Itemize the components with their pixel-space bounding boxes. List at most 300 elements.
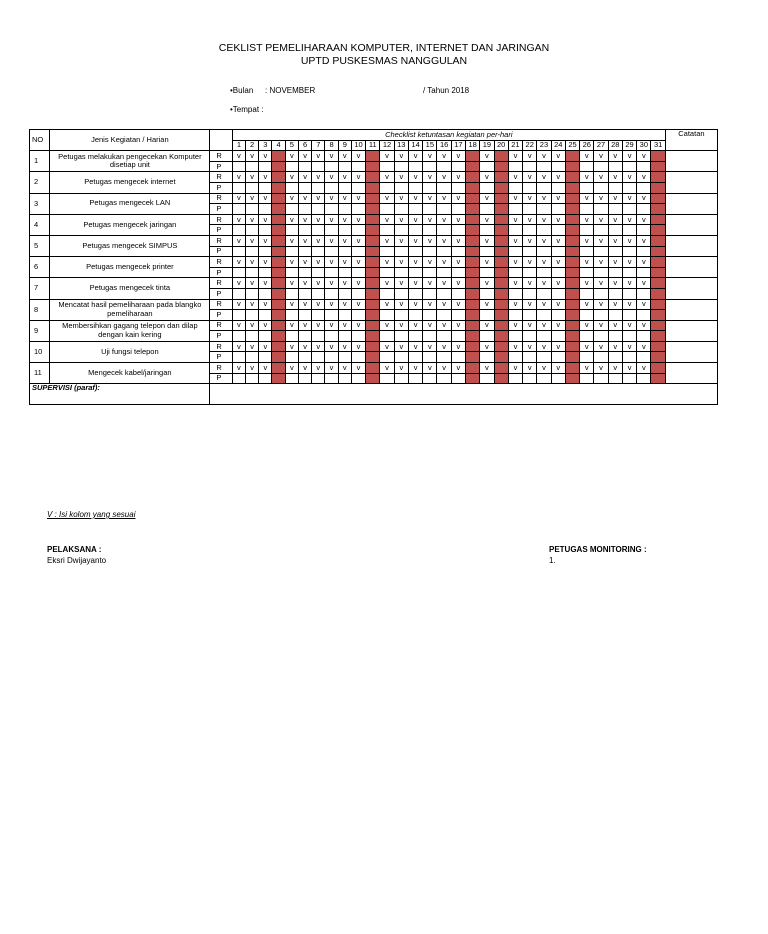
day-cell: v [423, 341, 437, 352]
day-cell: v [351, 278, 365, 289]
day-cell: v [325, 278, 338, 289]
day-cell: v [537, 341, 551, 352]
day-cell: v [325, 151, 338, 162]
day-cell [338, 288, 351, 299]
row-note [665, 151, 717, 172]
day-cell [325, 246, 338, 257]
day-cell [437, 246, 451, 257]
row-r-label: R [210, 299, 232, 310]
day-cell: v [298, 299, 311, 310]
day-cell [466, 172, 480, 183]
day-cell: v [580, 151, 594, 162]
day-cell [408, 246, 422, 257]
day-cell [366, 320, 380, 331]
day-cell [537, 267, 551, 278]
day-cell: v [580, 214, 594, 225]
day-cell [466, 204, 480, 215]
row-p-label: P [210, 225, 232, 236]
day-cell [451, 310, 465, 321]
day-cell [594, 331, 608, 342]
day-cell: v [537, 320, 551, 331]
day-cell [351, 225, 365, 236]
day-cell [551, 331, 565, 342]
day-cell [351, 204, 365, 215]
day-cell [537, 352, 551, 363]
day-cell [494, 204, 508, 215]
day-cell [451, 288, 465, 299]
day-cell [466, 331, 480, 342]
day-cell: v [594, 193, 608, 204]
day-cell [565, 193, 579, 204]
day-cell: v [594, 257, 608, 268]
day-cell [272, 373, 285, 384]
day-cell: v [551, 341, 565, 352]
day-cell: v [508, 320, 522, 331]
day-cell [637, 267, 651, 278]
day-cell [408, 267, 422, 278]
row-task: Uji fungsi telepon [50, 341, 210, 362]
day-cell [523, 331, 537, 342]
day-cell: v [298, 193, 311, 204]
day-cell: v [580, 363, 594, 374]
day-cell: v [508, 341, 522, 352]
day-cell: v [537, 363, 551, 374]
table-row [30, 172, 718, 183]
day-cell: v [437, 151, 451, 162]
day-cell: v [232, 299, 245, 310]
day-cell [651, 161, 665, 172]
day-cell: v [637, 193, 651, 204]
day-cell [494, 193, 508, 204]
day-cell [565, 363, 579, 374]
day-cell [580, 310, 594, 321]
day-cell [272, 267, 285, 278]
day-cell [537, 182, 551, 193]
day-cell: v [537, 299, 551, 310]
day-cell: v [351, 193, 365, 204]
day-cell: v [298, 172, 311, 183]
day-cell: v [246, 278, 259, 289]
day-cell: v [259, 341, 272, 352]
day-cell: v [338, 299, 351, 310]
day-cell [325, 310, 338, 321]
day-cell: v [480, 278, 494, 289]
day-cell: v [537, 235, 551, 246]
header-note: Catatan [665, 130, 717, 151]
day-cell [594, 225, 608, 236]
day-cell [325, 267, 338, 278]
day-cell: v [451, 363, 465, 374]
day-cell: v [594, 299, 608, 310]
day-header-4: 4 [272, 140, 285, 151]
day-cell [508, 331, 522, 342]
day-cell: v [259, 151, 272, 162]
row-p-label: P [210, 331, 232, 342]
day-cell [338, 352, 351, 363]
day-cell [338, 331, 351, 342]
day-cell: v [551, 151, 565, 162]
day-cell: v [232, 214, 245, 225]
day-cell [366, 172, 380, 183]
day-header-28: 28 [608, 140, 622, 151]
day-cell [466, 299, 480, 310]
day-header-30: 30 [637, 140, 651, 151]
day-cell: v [325, 341, 338, 352]
day-cell: v [285, 299, 298, 310]
row-task: Membersihkan gagang telepon dan dilap dengan kain kering [50, 320, 210, 341]
day-cell: v [259, 193, 272, 204]
day-cell [608, 373, 622, 384]
day-cell: v [259, 363, 272, 374]
day-cell [246, 204, 259, 215]
day-cell: v [437, 172, 451, 183]
day-cell [508, 267, 522, 278]
day-cell: v [580, 320, 594, 331]
day-cell: v [537, 278, 551, 289]
day-cell [551, 310, 565, 321]
day-cell [622, 310, 636, 321]
day-cell [637, 161, 651, 172]
day-header-26: 26 [580, 140, 594, 151]
day-cell [466, 341, 480, 352]
day-cell: v [480, 151, 494, 162]
day-cell [423, 161, 437, 172]
day-cell [272, 278, 285, 289]
day-cell: v [285, 172, 298, 183]
day-cell [622, 373, 636, 384]
day-cell [480, 246, 494, 257]
bulan-label: •Bulan [230, 86, 254, 95]
table-row [30, 363, 718, 374]
day-cell: v [622, 193, 636, 204]
day-cell [622, 225, 636, 236]
day-cell [480, 161, 494, 172]
day-header-9: 9 [338, 140, 351, 151]
day-cell [259, 310, 272, 321]
day-cell [259, 288, 272, 299]
day-cell: v [246, 363, 259, 374]
day-cell [232, 267, 245, 278]
day-cell [312, 352, 325, 363]
day-cell [565, 352, 579, 363]
day-cell [565, 331, 579, 342]
day-cell [232, 288, 245, 299]
day-cell [298, 310, 311, 321]
day-cell: v [594, 278, 608, 289]
day-header-18: 18 [466, 140, 480, 151]
day-cell: v [551, 299, 565, 310]
day-cell: v [637, 214, 651, 225]
day-cell [366, 257, 380, 268]
day-cell: v [259, 214, 272, 225]
day-cell: v [246, 214, 259, 225]
day-cell [523, 310, 537, 321]
day-cell [394, 331, 408, 342]
day-cell [246, 182, 259, 193]
day-cell [466, 161, 480, 172]
day-cell: v [637, 320, 651, 331]
day-cell [325, 161, 338, 172]
day-cell [508, 288, 522, 299]
day-cell: v [246, 320, 259, 331]
day-cell [565, 341, 579, 352]
day-cell [651, 341, 665, 352]
day-cell: v [298, 257, 311, 268]
day-cell: v [608, 363, 622, 374]
day-cell: v [338, 235, 351, 246]
day-cell: v [508, 363, 522, 374]
day-cell [394, 310, 408, 321]
day-cell: v [232, 172, 245, 183]
row-p-label: P [210, 246, 232, 257]
day-header-22: 22 [523, 140, 537, 151]
day-cell: v [423, 257, 437, 268]
day-cell [246, 225, 259, 236]
day-cell [423, 182, 437, 193]
row-task: Petugas mengecek printer [50, 257, 210, 278]
day-cell [480, 352, 494, 363]
day-cell [437, 288, 451, 299]
day-cell [246, 246, 259, 257]
day-cell [565, 320, 579, 331]
day-cell [494, 352, 508, 363]
day-cell: v [537, 257, 551, 268]
day-cell [594, 373, 608, 384]
day-cell: v [394, 257, 408, 268]
day-cell: v [508, 257, 522, 268]
day-cell [272, 204, 285, 215]
day-cell: v [285, 151, 298, 162]
day-cell [298, 267, 311, 278]
day-header-25: 25 [565, 140, 579, 151]
day-cell [466, 373, 480, 384]
day-cell [622, 267, 636, 278]
row-note [665, 235, 717, 256]
row-no: 8 [30, 299, 50, 320]
day-cell [551, 267, 565, 278]
day-header-19: 19 [480, 140, 494, 151]
day-cell [608, 204, 622, 215]
day-cell [565, 310, 579, 321]
day-cell [272, 341, 285, 352]
table-row [30, 341, 718, 352]
day-header-1: 1 [232, 140, 245, 151]
day-cell: v [537, 193, 551, 204]
day-cell: v [338, 151, 351, 162]
day-cell: v [622, 278, 636, 289]
header-no: NO [30, 130, 50, 151]
day-cell: v [551, 320, 565, 331]
day-cell [608, 352, 622, 363]
day-cell [437, 373, 451, 384]
day-cell [366, 331, 380, 342]
day-cell: v [351, 151, 365, 162]
day-cell [594, 352, 608, 363]
day-header-10: 10 [351, 140, 365, 151]
table-row [30, 257, 718, 268]
day-cell: v [508, 172, 522, 183]
day-cell: v [594, 363, 608, 374]
day-cell: v [298, 278, 311, 289]
row-note [665, 193, 717, 214]
day-cell [565, 278, 579, 289]
day-cell: v [338, 214, 351, 225]
day-cell [351, 161, 365, 172]
day-cell: v [423, 363, 437, 374]
day-cell: v [608, 193, 622, 204]
day-cell [537, 310, 551, 321]
day-header-27: 27 [594, 140, 608, 151]
day-cell [338, 182, 351, 193]
day-cell [451, 267, 465, 278]
day-cell: v [259, 299, 272, 310]
day-cell [272, 320, 285, 331]
day-cell [508, 373, 522, 384]
day-header-3: 3 [259, 140, 272, 151]
day-cell [338, 267, 351, 278]
day-cell: v [259, 172, 272, 183]
day-cell [272, 151, 285, 162]
day-cell [537, 161, 551, 172]
day-cell [637, 310, 651, 321]
day-cell [423, 373, 437, 384]
day-cell [508, 182, 522, 193]
day-cell [551, 161, 565, 172]
day-cell [259, 352, 272, 363]
table-row [30, 235, 718, 246]
day-cell: v [285, 278, 298, 289]
day-cell [508, 204, 522, 215]
day-cell: v [338, 363, 351, 374]
row-r-label: R [210, 235, 232, 246]
day-cell [285, 288, 298, 299]
day-cell: v [551, 235, 565, 246]
day-cell [565, 182, 579, 193]
day-cell: v [523, 320, 537, 331]
day-cell [423, 310, 437, 321]
day-cell: v [394, 278, 408, 289]
day-cell [272, 299, 285, 310]
day-cell [408, 288, 422, 299]
day-cell: v [408, 278, 422, 289]
day-cell [351, 288, 365, 299]
day-cell: v [451, 172, 465, 183]
day-cell [312, 246, 325, 257]
row-p-label: P [210, 310, 232, 321]
day-cell [523, 246, 537, 257]
day-cell: v [312, 214, 325, 225]
day-cell: v [325, 257, 338, 268]
day-cell [466, 363, 480, 374]
day-cell: v [594, 151, 608, 162]
day-cell: v [423, 278, 437, 289]
row-task: Petugas mengecek SIMPUS [50, 235, 210, 256]
row-task: Petugas mengecek jaringan [50, 214, 210, 235]
day-cell [523, 161, 537, 172]
day-header-6: 6 [298, 140, 311, 151]
day-cell [622, 161, 636, 172]
day-cell [285, 373, 298, 384]
day-cell [651, 204, 665, 215]
day-cell: v [246, 151, 259, 162]
day-cell [325, 288, 338, 299]
day-cell [466, 182, 480, 193]
day-cell [394, 288, 408, 299]
day-cell: v [423, 151, 437, 162]
day-cell [651, 299, 665, 310]
day-cell: v [312, 235, 325, 246]
row-note [665, 299, 717, 320]
day-cell [466, 225, 480, 236]
day-cell: v [508, 193, 522, 204]
day-header-13: 13 [394, 140, 408, 151]
day-cell [246, 373, 259, 384]
day-cell [298, 182, 311, 193]
day-cell [565, 151, 579, 162]
day-cell [380, 246, 394, 257]
day-cell [451, 225, 465, 236]
row-p-label: P [210, 352, 232, 363]
day-cell: v [380, 172, 394, 183]
day-cell: v [232, 151, 245, 162]
day-cell: v [437, 341, 451, 352]
day-cell: v [622, 172, 636, 183]
day-cell: v [408, 320, 422, 331]
day-cell: v [523, 172, 537, 183]
row-task: Mencatat hasil pemeliharaan pada blangko pemeliharaan [50, 299, 210, 320]
day-cell [312, 161, 325, 172]
day-cell: v [637, 278, 651, 289]
day-cell: v [551, 214, 565, 225]
day-cell [298, 246, 311, 257]
day-cell [651, 320, 665, 331]
day-cell [565, 288, 579, 299]
day-cell: v [408, 235, 422, 246]
day-cell: v [285, 193, 298, 204]
day-cell [246, 310, 259, 321]
day-cell: v [338, 193, 351, 204]
day-cell [651, 352, 665, 363]
day-cell: v [480, 214, 494, 225]
day-cell [325, 204, 338, 215]
day-cell: v [523, 363, 537, 374]
day-cell [580, 225, 594, 236]
day-cell: v [523, 257, 537, 268]
day-cell: v [408, 151, 422, 162]
day-cell [259, 161, 272, 172]
day-header-31: 31 [651, 140, 665, 151]
day-cell: v [608, 341, 622, 352]
day-cell [651, 331, 665, 342]
row-no: 7 [30, 278, 50, 299]
day-cell: v [325, 363, 338, 374]
day-cell [494, 214, 508, 225]
day-cell [246, 161, 259, 172]
day-cell [508, 310, 522, 321]
day-cell [494, 182, 508, 193]
day-cell [651, 151, 665, 162]
day-cell: v [408, 341, 422, 352]
day-cell: v [437, 235, 451, 246]
day-cell [272, 225, 285, 236]
row-no: 4 [30, 214, 50, 235]
day-cell: v [298, 214, 311, 225]
day-cell [651, 225, 665, 236]
day-cell [551, 352, 565, 363]
row-task: Petugas mengecek LAN [50, 193, 210, 214]
day-cell: v [285, 320, 298, 331]
day-cell [366, 193, 380, 204]
